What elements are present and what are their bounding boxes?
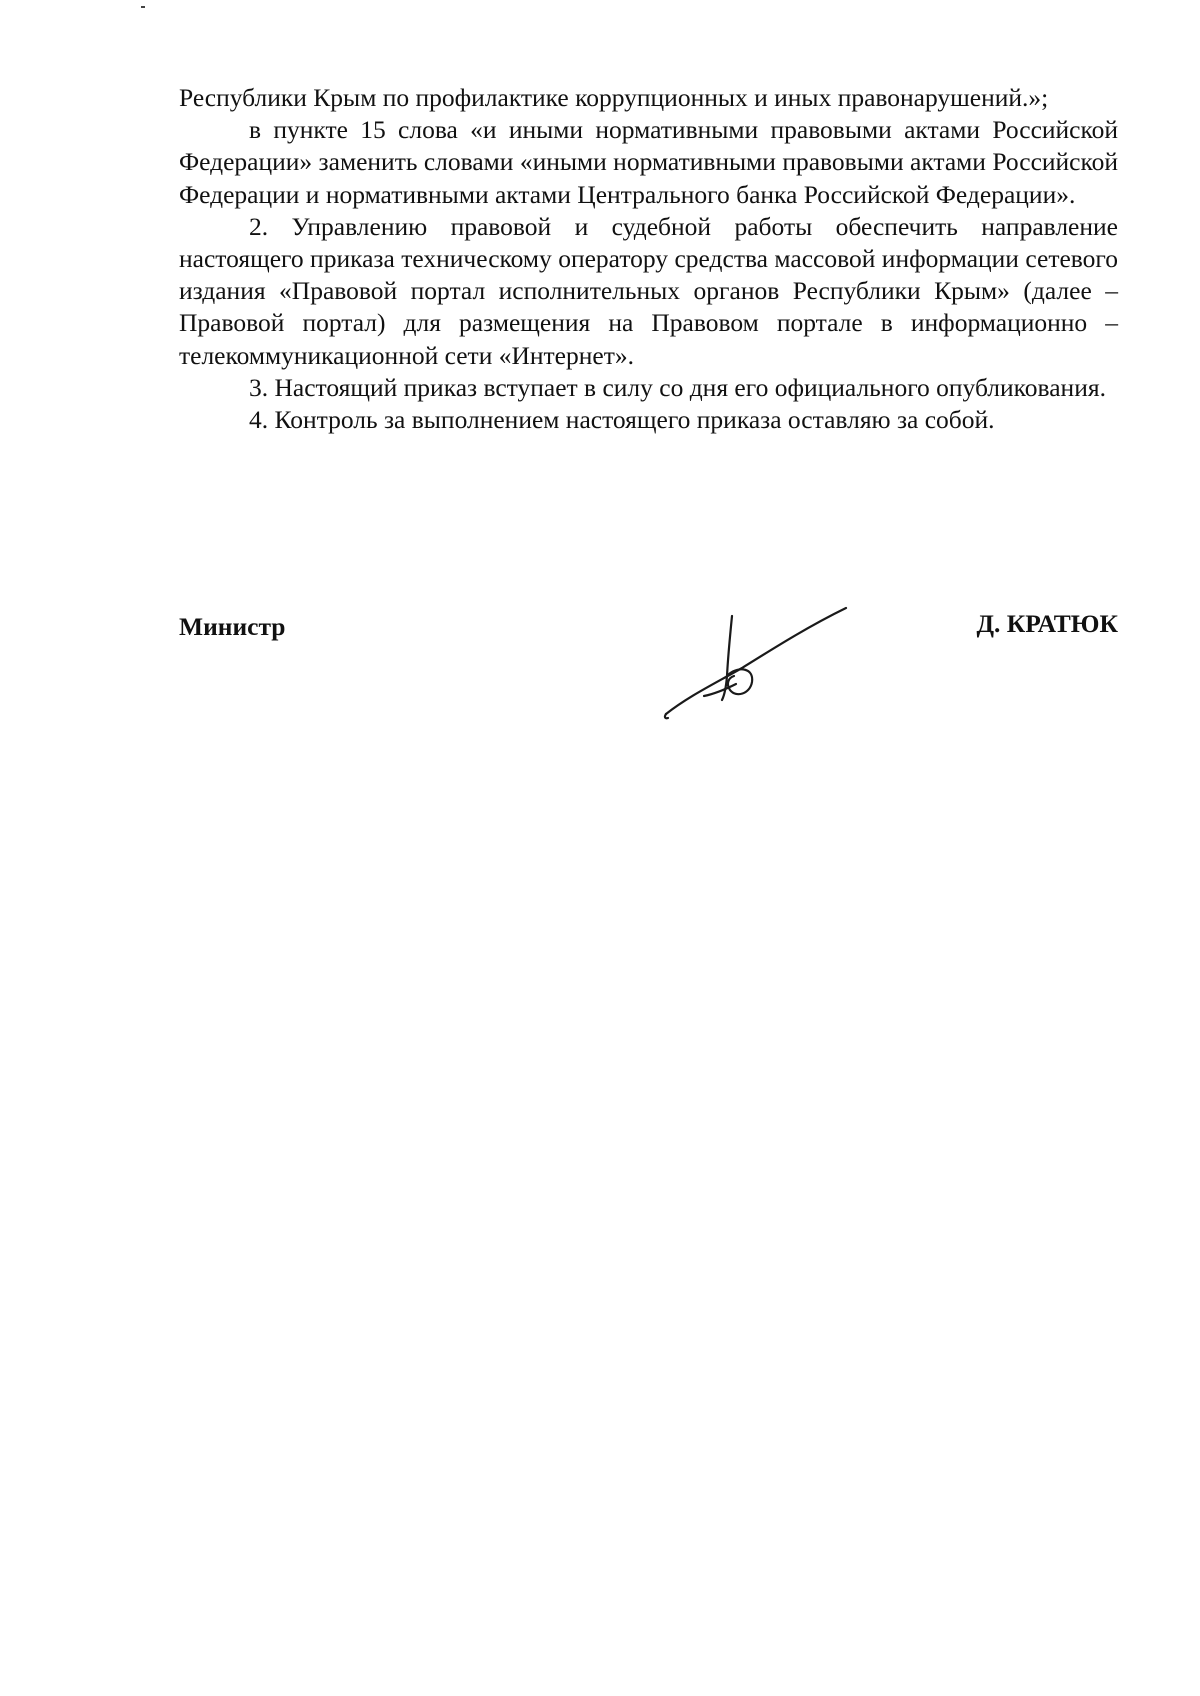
handwritten-signature — [644, 596, 864, 726]
paragraph-item-3: 3. Настоящий приказ вступает в силу со дня его официального опубликования. — [249, 372, 1106, 402]
signatory-position: Министр — [179, 612, 286, 641]
paragraph-item-2: 2. Управлению правовой и судебной работы обеспечить направление настоящего приказа техническому оператору средства массовой информации сетевого издания «Правовой портал исполнительных органов Республики Крым» (далее – Правовой портал) для размещения на Правовом портале в информационно – телекоммуникационной сети «Интернет». — [179, 211, 1118, 370]
signature-block — [179, 596, 1118, 736]
paragraph-item-4: 4. Контроль за выполнением настоящего приказа оставляю за собой. — [249, 405, 995, 435]
document-body — [179, 82, 1118, 436]
paragraph-continuation: Республики Крым по профилактике коррупционных и иных правонарушений.»; — [179, 83, 1049, 112]
scan-mark — [141, 6, 145, 8]
signatory-name: Д. КРАТЮК — [976, 609, 1118, 638]
paragraph-amendment-point-15: в пункте 15 слова «и иными нормативными правовыми актами Российской Федерации» заменить словами «иными нормативными правовыми актами Российской Федерации и нормативными актами Центрального банка Российской Федерации». — [179, 115, 1118, 209]
